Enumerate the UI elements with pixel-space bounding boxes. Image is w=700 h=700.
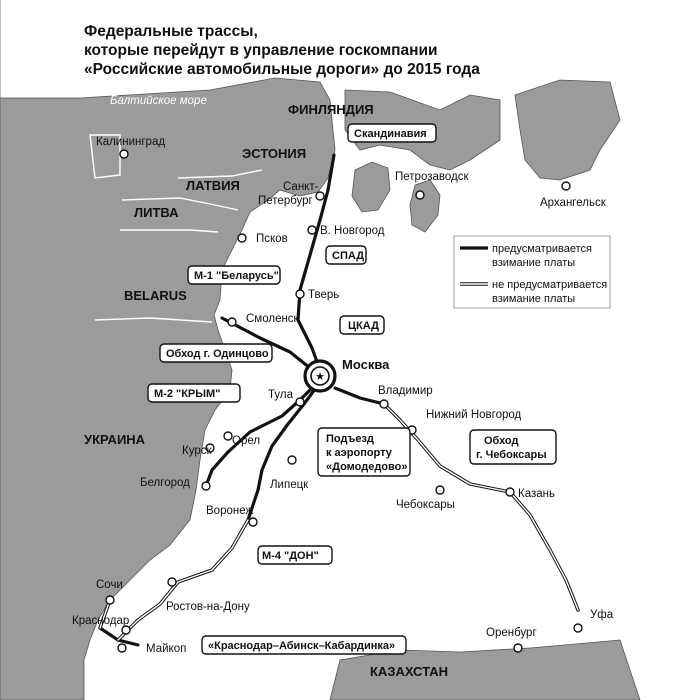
- title-line-2: которые перейдут в управление госкомпании: [84, 42, 438, 59]
- svg-text:★: ★: [315, 370, 325, 383]
- country-kazakhstan: КАЗАХСТАН: [370, 664, 448, 679]
- city-spb-line2: Петербург: [258, 195, 313, 207]
- city-maykop: Майкоп: [146, 643, 187, 655]
- moscow-ckad-ring: [305, 361, 335, 391]
- title-line-1: Федеральные трассы,: [84, 23, 258, 40]
- city-belgorod: Белгород: [140, 477, 190, 489]
- city-arkhangelsk: Архангельск: [540, 197, 606, 209]
- country-finland: ФИНЛЯНДИЯ: [288, 102, 374, 117]
- country-estonia: ЭСТОНИЯ: [242, 146, 307, 161]
- city-kaliningrad: Калининград: [96, 136, 166, 148]
- city-krasnodar: Краснодар: [72, 615, 130, 627]
- city-spb-line1: Санкт-: [283, 181, 319, 193]
- road-label-cheb-bypass-1: Обход: [484, 435, 519, 447]
- road-east: [335, 388, 384, 404]
- road-label-m4: М-4 "ДОН": [262, 550, 319, 562]
- city-kursk: Курск: [182, 445, 212, 457]
- city-ufa: Уфа: [590, 609, 614, 621]
- road-label-spad: СПАД: [332, 250, 365, 262]
- city-smolensk: Смоленск: [246, 313, 299, 325]
- road-label-domodedovo-2: к аэропорту: [326, 447, 392, 459]
- road-kak: [100, 628, 138, 645]
- city-rostov: Ростов-на-Дону: [166, 601, 250, 613]
- city-kazan: Казань: [518, 488, 555, 500]
- baltic-sea-label: Балтийское море: [110, 95, 207, 107]
- city-novgorod: В. Новгород: [320, 225, 385, 237]
- road-m4-toll: [248, 385, 318, 520]
- country-ukraine: УКРАИНА: [84, 432, 146, 447]
- road-label-domodedovo-3: «Домодедово»: [326, 461, 408, 473]
- city-voronezh: Воронеж: [206, 505, 254, 517]
- country-belarus: BELARUS: [124, 288, 187, 303]
- legend-toll-line1: предусматривается: [492, 243, 592, 255]
- city-petrozavodsk: Петрозаводск: [395, 171, 469, 183]
- legend-free-line1: не предусматривается: [492, 279, 608, 291]
- road-label-scandinavia: Скандинавия: [354, 128, 427, 140]
- legend-free-line2: взимание платы: [492, 293, 576, 305]
- city-cheboksary: Чебоксары: [396, 499, 455, 511]
- country-lithuania: ЛИТВА: [134, 205, 179, 220]
- city-lipetsk: Липецк: [270, 479, 309, 491]
- city-orenburg: Оренбург: [486, 627, 537, 639]
- country-latvia: ЛАТВИЯ: [186, 178, 240, 193]
- map-title: [84, 22, 524, 79]
- road-label-odintsovo: Обход г. Одинцово: [166, 348, 269, 360]
- road-label-kak: «Краснодар–Абинск–Кабардинка»: [208, 640, 396, 652]
- road-label-ckad: ЦКАД: [348, 320, 379, 332]
- city-tula: Тула: [268, 389, 293, 401]
- road-label-cheb-bypass-2: г. Чебоксары: [476, 449, 547, 461]
- road-label-m2: М-2 "КРЫМ": [154, 388, 221, 400]
- city-moscow: Москва: [342, 357, 390, 372]
- legend-toll-line2: взимание платы: [492, 257, 576, 269]
- title-line-3: «Российские автомобильные дороги» до 2015 года: [84, 61, 480, 78]
- city-pskov: Псков: [256, 233, 288, 245]
- road-label-m1: М-1 "Беларусь": [194, 270, 279, 282]
- city-orel: Орел: [232, 435, 261, 447]
- city-nizhny: Нижний Новгород: [426, 409, 522, 421]
- road-label-domodedovo-1: Подъезд: [326, 433, 374, 445]
- city-sochi: Сочи: [96, 579, 123, 591]
- city-vladimir: Владимир: [378, 385, 433, 397]
- city-tver: Тверь: [308, 289, 340, 301]
